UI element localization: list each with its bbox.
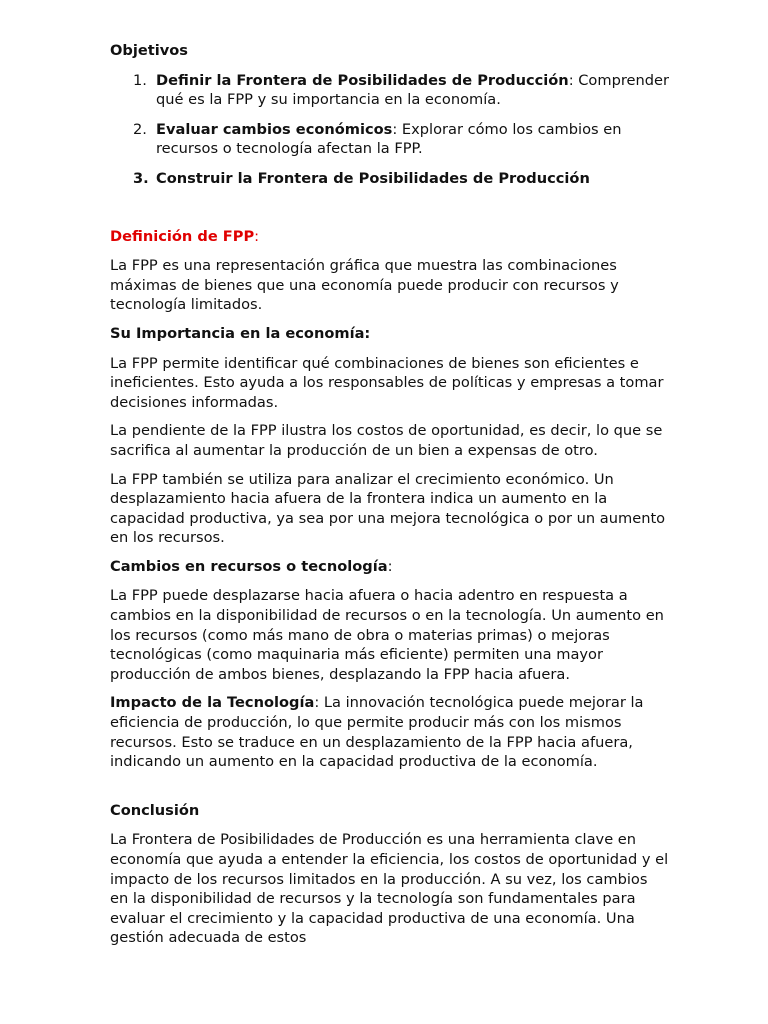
impact-paragraph [110,693,670,771]
definition-heading [110,227,670,247]
list-item [110,120,670,159]
definition-colon: : [254,227,260,245]
conclusion-heading: Conclusión [110,801,200,819]
importance-heading: Su Importancia en la economía: [110,324,371,342]
conclusion-text: La Frontera de Posibilidades de Producción es una herramienta clave en economía que ayuda a entender la eficiencia, los costos de oportunidad y el impacto de los recursos limitados en la producción. A su vez, los cambios en la disponibilidad de recursos y la tecnología son fundamentales para evaluar el crecimiento y la capacidad productiva de una economía. Una gestión adecuada de estos [110,831,669,947]
objectives-heading: Objetivos [110,42,188,59]
impact-title: Impacto de la Tecnología [110,694,315,712]
changes-heading [110,557,670,577]
impact-text: : La innovación tecnológica puede mejorar la eficiencia de producción, lo que permite producir más con los mismos recursos. Esto se traduce en un desplazamiento de la FPP hacia afuera, indicando un aumento en la capacidad productiva de la economía. [110,694,644,771]
changes-text: La FPP puede desplazarse hacia afuera o hacia adentro en respuesta a cambios en la disponibilidad de recursos o en la tecnología. Un aumento en los recursos (como más mano de obra o materias primas) o mejoras tecnológicas (como maquinaria más eficiente) permiten una mayor producción de ambos bienes, desplazando la FPP hacia afuera. [110,587,664,683]
objectives-list [110,71,670,189]
list-item [110,71,670,110]
objective-title: Definir la Frontera de Posibilidades de Producción [156,71,569,89]
importance-paragraph-3: La FPP también se utiliza para analizar el crecimiento económico. Un desplazamiento hacia afuera de la frontera indica un aumento en la capacidad productiva, ya sea por una mejora tecnológica o por un aumento en los recursos. [110,470,666,547]
changes-colon: : [387,557,393,575]
objective-text: : Comprender qué es la FPP y su importancia en la economía. [156,71,669,109]
objective-title: Evaluar cambios económicos [156,120,393,138]
list-number: 3. [133,169,149,187]
document-page [110,41,670,948]
list-number: 1. [133,71,147,89]
objective-title: Construir la Frontera de Posibilidades de Producción [156,169,590,187]
objective-text: : Explorar cómo los cambios en recursos o tecnología afectan la FPP. [156,120,622,158]
changes-title: Cambios en recursos o tecnología [110,557,388,575]
definition-text: La FPP es una representación gráfica que muestra las combinaciones máximas de bienes que una economía puede producir con recursos y tecnología limitados. [110,257,619,314]
list-item [110,169,670,189]
definition-title: Definición de FPP [110,227,255,245]
list-number: 2. [133,120,147,138]
importance-paragraph-2: La pendiente de la FPP ilustra los costos de oportunidad, es decir, lo que se sacrifica al aumentar la producción de un bien a expensas de otro. [110,422,663,459]
importance-paragraph-1: La FPP permite identificar qué combinaciones de bienes son eficientes e ineficientes. Esto ayuda a los responsables de políticas y empresas a tomar decisiones informadas. [110,354,664,411]
